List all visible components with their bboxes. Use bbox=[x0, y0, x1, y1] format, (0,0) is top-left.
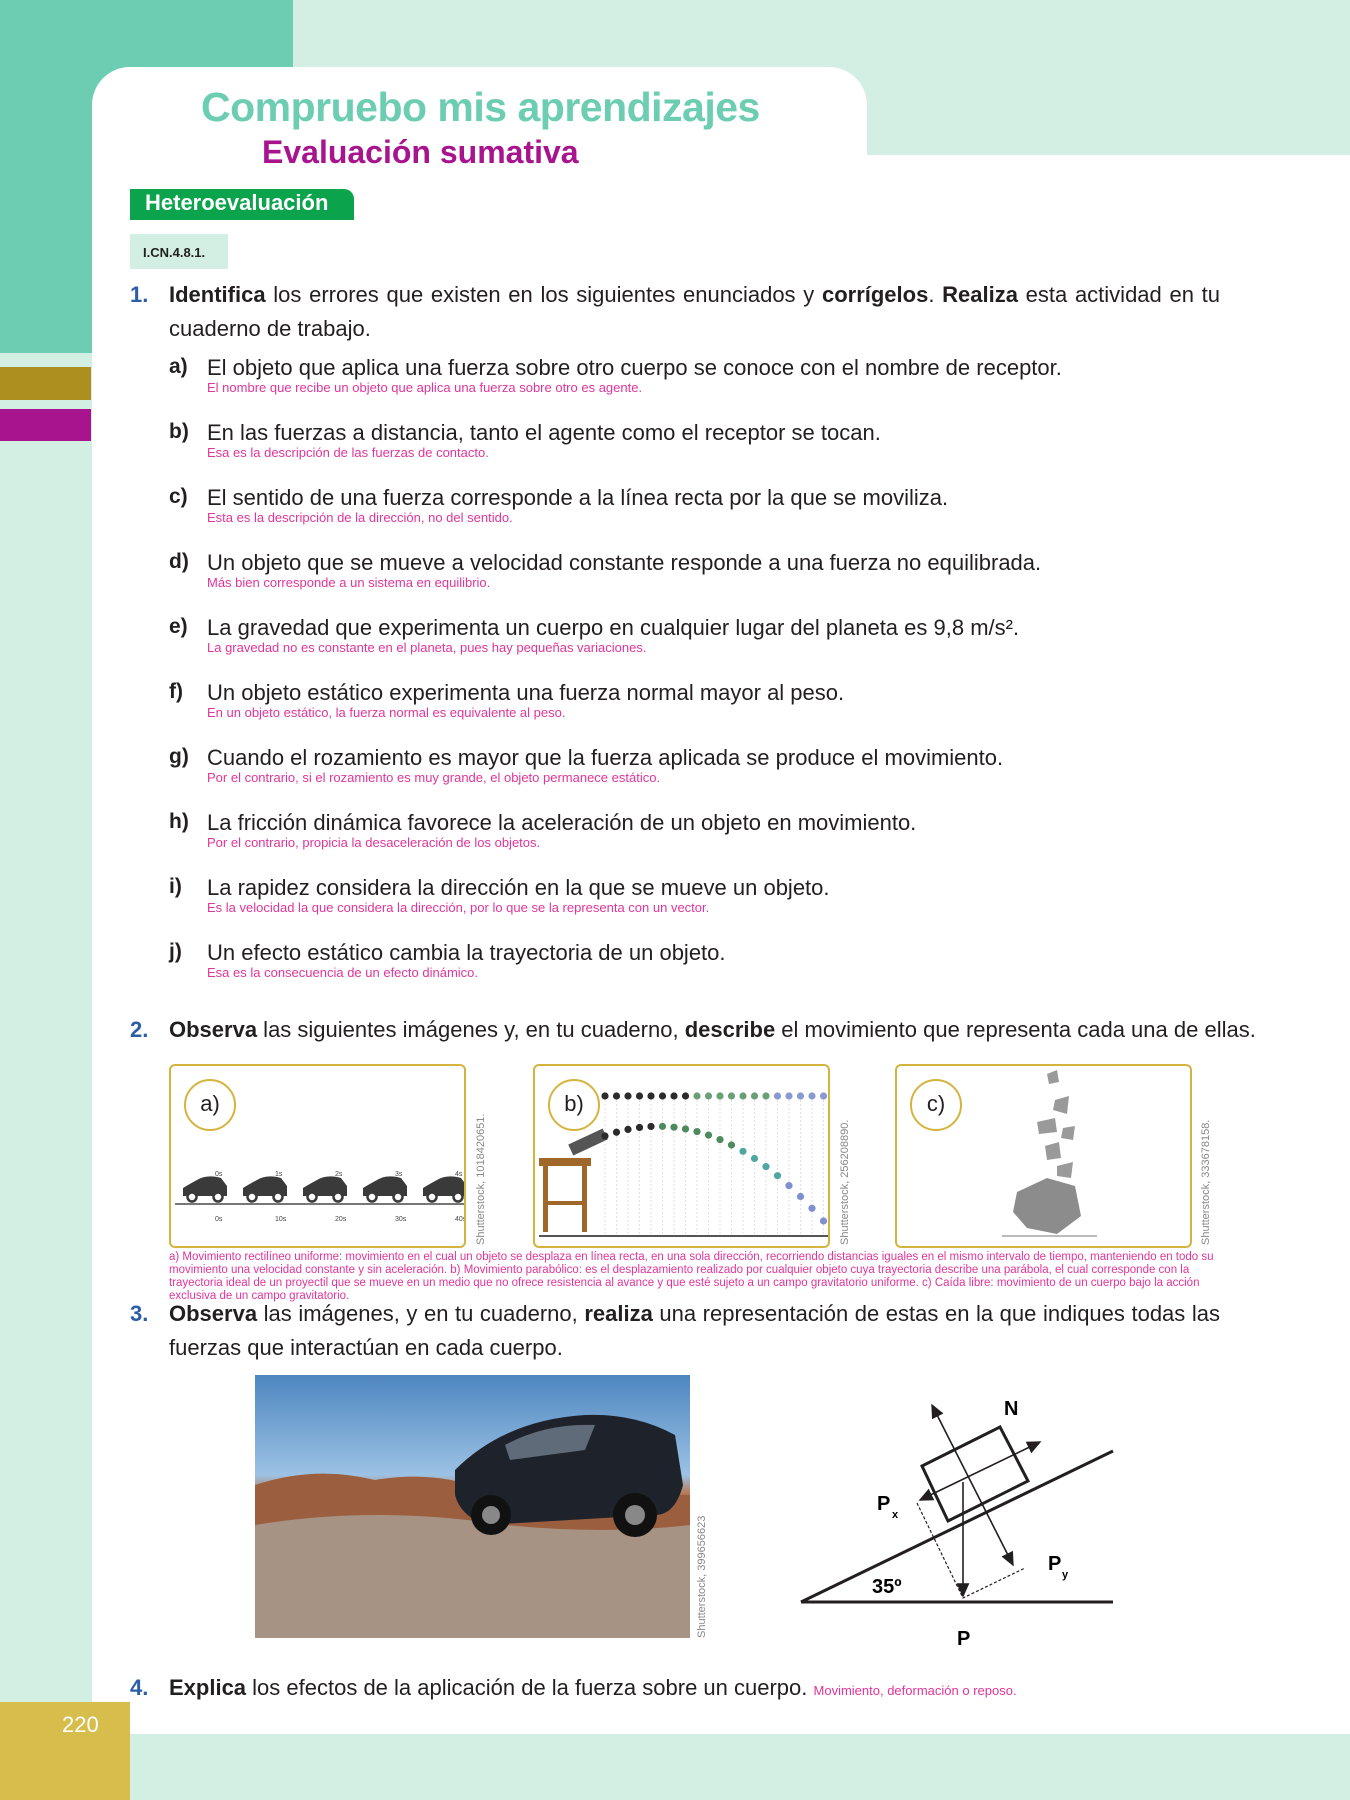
question-2 bbox=[130, 1013, 1256, 1047]
item-statement: La fricción dinámica favorece la aceleración de un objeto en movimiento. bbox=[207, 810, 917, 835]
distance-label: 10s bbox=[275, 1216, 287, 1223]
keyword: corrígelos bbox=[821, 282, 929, 307]
text: . bbox=[928, 282, 943, 307]
car-icon bbox=[363, 1176, 407, 1201]
keyword: describe bbox=[684, 1017, 776, 1042]
section-badge: Heteroevaluación bbox=[130, 189, 354, 220]
text: una representación de estas en la que indiques todas las fuerzas que interactúan en cada cuerpo. bbox=[169, 1301, 1220, 1360]
question-number: 2. bbox=[130, 1017, 149, 1042]
item-letter: g) bbox=[169, 745, 189, 768]
item-answer: La gravedad no es constante en el planeta, pues hay pequeñas variaciones. bbox=[207, 640, 647, 655]
falling-rocks-illustration bbox=[897, 1066, 1192, 1248]
trajectory-dot bbox=[624, 1126, 631, 1133]
trajectory-dot bbox=[774, 1172, 781, 1179]
question-text bbox=[169, 1013, 1256, 1047]
trajectory-dot bbox=[785, 1092, 792, 1099]
item-statement: El objeto que aplica una fuerza sobre otro cuerpo se conoce con el nombre de receptor. bbox=[207, 355, 1062, 380]
trajectory-dot bbox=[797, 1092, 804, 1099]
car-icon bbox=[303, 1176, 347, 1201]
trajectory-dot bbox=[751, 1155, 758, 1162]
answer-q4: Movimiento, deformación o reposo. bbox=[813, 1683, 1017, 1698]
item-answer: El nombre que recibe un objeto que aplica una fuerza sobre otro es agente. bbox=[207, 380, 643, 395]
trajectory-dot bbox=[762, 1163, 769, 1170]
label-Px-sub: x bbox=[892, 1509, 899, 1521]
image-credit: Shutterstock, 1018420651. bbox=[475, 1113, 487, 1245]
trajectory-dot bbox=[705, 1132, 712, 1139]
text: los efectos de la aplicación de la fuerza sobre un cuerpo. bbox=[246, 1675, 814, 1700]
trajectory-dot bbox=[613, 1129, 620, 1136]
item-letter: b) bbox=[169, 420, 189, 443]
distance-label: 30s bbox=[395, 1216, 407, 1223]
trajectory-dot bbox=[670, 1124, 677, 1131]
question-text bbox=[169, 1671, 1220, 1708]
text: las imágenes, y en tu cuaderno, bbox=[257, 1301, 585, 1326]
image-label: a) bbox=[184, 1079, 236, 1131]
question-text bbox=[169, 278, 1220, 346]
trajectory-dot bbox=[659, 1092, 666, 1099]
car-icon bbox=[243, 1176, 287, 1201]
label-P: P bbox=[957, 1628, 971, 1650]
trajectory-dot bbox=[705, 1092, 712, 1099]
time-label: 3s bbox=[395, 1171, 403, 1178]
car-icon bbox=[183, 1176, 227, 1201]
indicator-code: I.CN.4.8.1. bbox=[130, 234, 228, 269]
item-statement: Un efecto estático cambia la trayectoria de un objeto. bbox=[207, 940, 726, 965]
trajectory-dot bbox=[797, 1193, 804, 1200]
inclined-plane-force-diagram bbox=[780, 1370, 1130, 1660]
trajectory-dot bbox=[693, 1092, 700, 1099]
trajectory-dot bbox=[659, 1123, 666, 1130]
label-Py: P bbox=[1048, 1553, 1062, 1575]
question-number: 4. bbox=[130, 1675, 149, 1700]
text: los errores que existen en los siguientes enunciados y bbox=[265, 282, 822, 307]
trajectory-dot bbox=[728, 1092, 735, 1099]
trajectory-dot bbox=[785, 1182, 792, 1189]
item-statement: La rapidez considera la dirección en la que se mueve un objeto. bbox=[207, 875, 830, 900]
item-answer: Por el contrario, si el rozamiento es muy grande, el objeto permanece estático. bbox=[207, 770, 661, 785]
car-photo-art bbox=[255, 1375, 690, 1638]
item-statement: Un objeto estático experimenta una fuerza normal mayor al peso. bbox=[207, 680, 845, 705]
trajectory-dot bbox=[808, 1092, 815, 1099]
trajectory-dot bbox=[808, 1205, 815, 1212]
keyword: Explica bbox=[169, 1675, 247, 1700]
label-Py-sub: y bbox=[1062, 1569, 1069, 1581]
item-letter: a) bbox=[169, 355, 188, 378]
trajectory-dot bbox=[636, 1124, 643, 1131]
time-label: 4s bbox=[455, 1171, 463, 1178]
time-label: 2s bbox=[335, 1171, 343, 1178]
trajectory-dot bbox=[739, 1092, 746, 1099]
keyword: Observa bbox=[169, 1301, 258, 1326]
image-uniform-motion bbox=[169, 1064, 466, 1248]
component-dashes bbox=[917, 1503, 1025, 1598]
trajectory-dot bbox=[670, 1092, 677, 1099]
item-answer: Esa es la consecuencia de un efecto dinámico. bbox=[207, 965, 479, 980]
text: las siguientes imágenes y, en tu cuaderno, bbox=[257, 1017, 685, 1042]
question-text bbox=[169, 1297, 1220, 1365]
item-letter: h) bbox=[169, 810, 189, 833]
question-1 bbox=[130, 278, 1220, 346]
item-answer: Por el contrario, propicia la desaceleración de los objetos. bbox=[207, 835, 541, 850]
trajectory-dot bbox=[647, 1092, 654, 1099]
label-N: N bbox=[1004, 1398, 1019, 1420]
cannon bbox=[568, 1129, 608, 1156]
trajectory-dot bbox=[647, 1123, 654, 1130]
trajectory-dot bbox=[762, 1092, 769, 1099]
distance-label: 40s bbox=[455, 1216, 467, 1223]
table bbox=[539, 1158, 591, 1166]
trajectory-dot bbox=[751, 1092, 758, 1099]
trajectory-dot bbox=[728, 1141, 735, 1148]
answer-q2: a) Movimiento rectilíneo uniforme: movimiento en el cual un objeto se desplaza en línea recta, en una sola dirección, recorriendo distancias iguales en el mismo intervalo de tiempo, manteniendo en todo su movimiento una velocidad constante y sin aceleración. b) Movimiento parabólico: es el desplazamiento realizado por cualquier objeto cuya trayectoria describe una parábola, el cual corresponde con la trayectoria ideal de un proyectil que se mueve en un medio que no ofrece resistencia al avance y que esté sujeto a un campo gravitatorio uniforme. c) Caída libre: movimiento de un cuerpo bajo la acción exclusiva de un campo gravitatorio. bbox=[169, 1251, 1214, 1302]
trajectory-dot bbox=[613, 1092, 620, 1099]
item-statement: Un objeto que se mueve a velocidad constante responde a una fuerza no equilibrada. bbox=[207, 550, 1042, 575]
item-answer: Esa es la descripción de las fuerzas de contacto. bbox=[207, 445, 489, 460]
label-Px: P bbox=[877, 1493, 891, 1515]
item-letter: i) bbox=[169, 875, 182, 898]
item-answer: En un objeto estático, la fuerza normal es equivalente al peso. bbox=[207, 705, 566, 720]
question-3 bbox=[130, 1297, 1220, 1365]
page-title: Compruebo mis aprendizajes bbox=[201, 84, 760, 130]
keyword: Observa bbox=[169, 1017, 258, 1042]
question-4 bbox=[130, 1671, 1220, 1708]
page-number: 220 bbox=[62, 1712, 99, 1737]
trajectory-dot bbox=[739, 1148, 746, 1155]
trajectory-dot bbox=[682, 1092, 689, 1099]
image-label: b) bbox=[548, 1079, 600, 1131]
distance-label: 0s bbox=[215, 1216, 223, 1223]
item-letter: j) bbox=[169, 940, 182, 963]
item-letter: d) bbox=[169, 550, 189, 573]
car-icon bbox=[423, 1176, 466, 1201]
keyword: Realiza bbox=[942, 282, 1018, 307]
keyword: realiza bbox=[584, 1301, 653, 1326]
item-letter: e) bbox=[169, 615, 188, 638]
image-parabolic-motion bbox=[533, 1064, 830, 1248]
trajectory-dot bbox=[601, 1132, 608, 1139]
image-credit: Shutterstock, 399656623 bbox=[696, 1515, 708, 1638]
item-statement: Cuando el rozamiento es mayor que la fuerza aplicada se produce el movimiento. bbox=[207, 745, 1004, 770]
trajectory-dot bbox=[774, 1092, 781, 1099]
trajectory-dot bbox=[716, 1092, 723, 1099]
time-label: 1s bbox=[275, 1171, 283, 1178]
item-answer: Más bien corresponde a un sistema en equilibrio. bbox=[207, 575, 491, 590]
trajectory-dot bbox=[682, 1125, 689, 1132]
item-statement: El sentido de una fuerza corresponde a la línea recta por la que se moviliza. bbox=[207, 485, 949, 510]
car-on-rocky-terrain-photo bbox=[255, 1375, 690, 1638]
image-free-fall bbox=[895, 1064, 1192, 1248]
image-credit: Shutterstock, 256208890. bbox=[839, 1119, 851, 1245]
trajectory-dot bbox=[624, 1092, 631, 1099]
trajectory-dot bbox=[820, 1092, 827, 1099]
image-credit: Shutterstock, 333678158. bbox=[1200, 1119, 1212, 1245]
trajectory-dot bbox=[820, 1217, 827, 1224]
text: el movimiento que representa cada una de ellas. bbox=[775, 1017, 1256, 1042]
decor-olive-bar bbox=[0, 367, 91, 400]
question-number: 3. bbox=[130, 1301, 149, 1326]
distance-label: 20s bbox=[335, 1216, 347, 1223]
item-statement: La gravedad que experimenta un cuerpo en cualquier lugar del planeta es 9,8 m/s². bbox=[207, 615, 1020, 640]
item-letter: c) bbox=[169, 485, 188, 508]
time-label: 0s bbox=[215, 1171, 223, 1178]
decor-magenta-bar bbox=[0, 409, 91, 441]
cars-illustration bbox=[171, 1066, 466, 1248]
text: esta actividad en tu cuaderno de trabajo. bbox=[169, 282, 1220, 341]
image-label: c) bbox=[910, 1079, 962, 1131]
item-statement: En las fuerzas a distancia, tanto el agente como el receptor se tocan. bbox=[207, 420, 881, 445]
trajectory-dot bbox=[693, 1128, 700, 1135]
keyword: Identifica bbox=[169, 282, 266, 307]
trajectory-dot bbox=[601, 1092, 608, 1099]
item-letter: f) bbox=[169, 680, 183, 703]
label-angle: 35º bbox=[872, 1576, 902, 1598]
question-number: 1. bbox=[130, 282, 149, 307]
page-subtitle: Evaluación sumativa bbox=[262, 134, 579, 170]
trajectory-dot bbox=[716, 1136, 723, 1143]
item-answer: Esta es la descripción de la dirección, no del sentido. bbox=[207, 510, 513, 525]
item-answer: Es la velocidad la que considera la dirección, por lo que se la representa con un vector. bbox=[207, 900, 710, 915]
trajectory-dot bbox=[636, 1092, 643, 1099]
